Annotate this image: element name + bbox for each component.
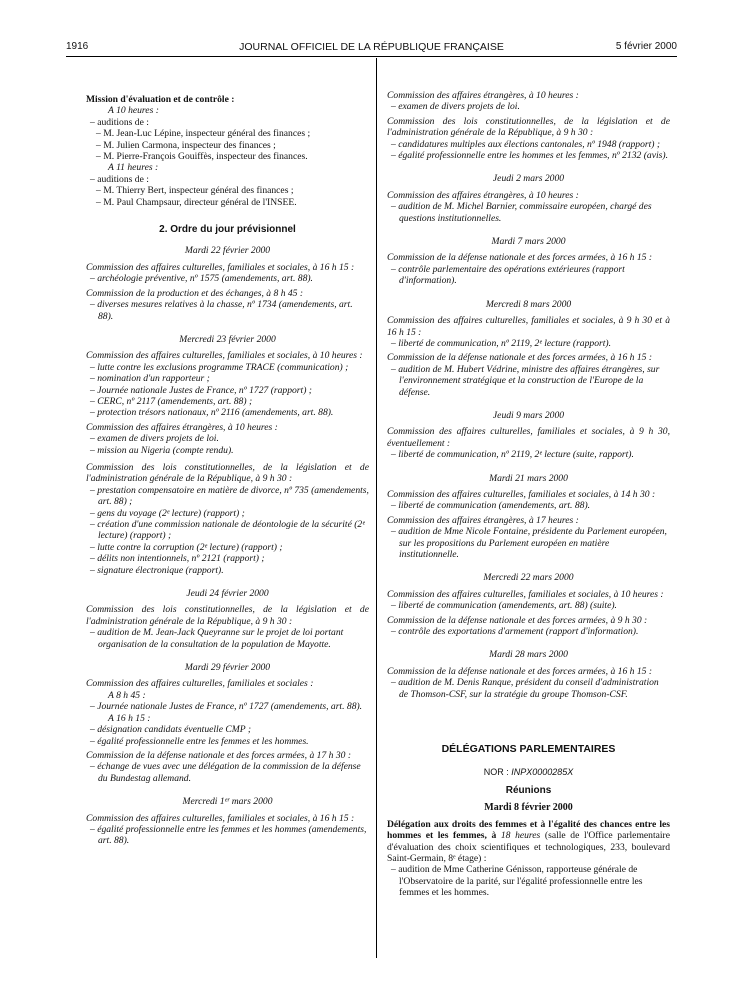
commission-line: Commission de la défense nationale et des forces armées, à 16 h 15 : xyxy=(387,665,653,677)
list-item: – Journée nationale Justes de France, nº 1727 (amendements, art. 88). xyxy=(90,701,363,713)
day-heading: Jeudi 2 mars 2000 xyxy=(492,173,565,185)
list-item: – création d'une commission nationale de déontologie de la sécurité (2ᵉ lecture) (rapport) ; xyxy=(90,519,365,542)
day-heading: Jeudi 24 février 2000 xyxy=(186,588,269,600)
commission-line: Commission des affaires culturelles, familiales et sociales, à 9 h 30, éventuellement : xyxy=(387,426,670,449)
commission-line: Commission de la production et des échanges, à 8 h 45 : xyxy=(86,287,304,299)
list-item: – audition de M. Michel Barnier, commissaire européen, chargé des questions institutionnelles. xyxy=(391,201,652,224)
commission-line: Commission des affaires étrangères, à 17 heures : xyxy=(387,514,579,526)
list-item: – mission au Nigeria (compte rendu). xyxy=(90,444,234,456)
page-number: 1916 xyxy=(66,41,89,52)
list-item: – auditions de : xyxy=(90,116,149,128)
day-heading: Jeudi 9 mars 2000 xyxy=(492,409,565,421)
list-item: – gens du voyage (2ᵉ lecture) (rapport) ; xyxy=(90,507,245,519)
list-item: – lutte contre la corruption (2ᵉ lecture) (rapport) ; xyxy=(90,541,283,553)
list-item: – audition de Mme Catherine Génisson, rapporteuse générale de l'Observatoire de la parité, sur l'égalité professionnelle entre les femmes et les hommes. xyxy=(391,864,643,899)
list-item: – contrôle parlementaire des opérations extérieures (rapport d'information). xyxy=(391,263,625,287)
list-item: – audition de Mme Nicole Fontaine, présidente du Parlement européen, sur les propositions du Parlement européen en matière institutionnelle. xyxy=(391,526,667,560)
commission-line: Commission de la défense nationale et des forces armées, à 17 h 30 : xyxy=(86,749,352,761)
list-item: – examen de divers projets de loi. xyxy=(391,101,520,113)
list-item: – Journée nationale Justes de France, nº 1727 (rapport) ; xyxy=(90,384,312,396)
left-column xyxy=(86,94,369,847)
commission-line: Commission de la défense nationale et des forces armées, à 16 h 15 : xyxy=(387,352,653,364)
page-header xyxy=(66,41,677,55)
list-item: – M. Paul Champsaur, directeur général de l'INSEE. xyxy=(96,196,297,208)
list-item: – liberté de communication, nº 2119, 2ᵉ lecture (suite, rapport). xyxy=(391,449,634,461)
commission-line: Commission des lois constitutionnelles, de la législation et de l'administration générale de la République, à 9 h 30 : xyxy=(86,604,369,627)
right-column xyxy=(387,90,670,899)
list-item: – M. Thierry Bert, inspecteur général des finances ; xyxy=(96,185,294,197)
list-item: – égalité professionnelle entre les femmes et les hommes. xyxy=(90,735,309,747)
column-divider xyxy=(376,58,377,958)
delegation-paragraph: Délégation aux droits des femmes et à l'égalité des chances entre les hommes et les femmes, à 18 heures (salle de l'Office parlementaire d'évaluation des choix scientifiques et technologiques, 233, boulevard Saint-Germain, 8ᵉ étage) : xyxy=(387,818,670,864)
day-heading: Mardi 21 mars 2000 xyxy=(489,472,568,484)
time-line: A 16 h 15 : xyxy=(108,712,151,724)
day-heading: Mercredi 23 février 2000 xyxy=(179,333,276,345)
section-heading: 2. Ordre du jour prévisionnel xyxy=(159,224,296,236)
commission-line: Commission des affaires étrangères, à 10 heures : xyxy=(387,90,579,101)
list-item: – M. Jean-Luc Lépine, inspecteur général des finances ; xyxy=(96,128,311,140)
commission-line: Commission des affaires culturelles, familiales et sociales, à 10 heures : xyxy=(387,588,664,600)
commission-line: Commission des lois constitutionnelles, de la législation et de l'administration générale de la République, à 9 h 30 : xyxy=(86,461,369,485)
list-item: – délits non intentionnels, nº 2121 (rapport) ; xyxy=(90,553,265,565)
commission-line: Commission des affaires étrangères, à 10 heures : xyxy=(387,189,579,201)
commission-line: Commission des affaires culturelles, familiales et sociales, à 9 h 30 et à 16 h 15 : xyxy=(387,315,670,338)
list-item: – protection trésors nationaux, nº 2116 (amendements, art. 88). xyxy=(90,407,334,419)
list-item: – auditions de : xyxy=(90,173,149,185)
day-heading: Mardi 8 février 2000 xyxy=(484,802,573,814)
commission-line: Commission des affaires culturelles, familiales et sociales, à 16 h 15 : xyxy=(86,812,355,824)
reunions-heading: Réunions xyxy=(505,784,552,796)
commission-line: Commission des affaires culturelles, familiales et sociales, à 10 heures : xyxy=(86,350,363,362)
issue-date: 5 février 2000 xyxy=(615,41,677,52)
list-item: – nomination d'un rapporteur ; xyxy=(90,373,210,385)
list-item: – prestation compensatoire en matière de divorce, nº 735 (amendements, art. 88) ; xyxy=(90,484,369,508)
list-item: – M. Julien Carmona, inspecteur des finances ; xyxy=(96,139,276,151)
mission-title: Mission d'évaluation et de contrôle : xyxy=(86,94,235,105)
list-item: – égalité professionnelle entre les femmes et les hommes (amendements, art. 88). xyxy=(90,823,367,847)
nor-reference: NOR : INPX0000285X xyxy=(483,767,574,778)
list-item: – audition de M. Denis Ranque, président du conseil d'administration de Thomson-CSF, sur la stratégie du groupe Thomson-CSF. xyxy=(391,677,659,700)
list-item: – audition de M. Hubert Védrine, ministre des affaires étrangères, sur l'environnement stratégique et la construction de l'Europe de la défense. xyxy=(391,363,660,398)
day-heading: Mardi 28 mars 2000 xyxy=(489,649,568,661)
delegations-heading: DÉLÉGATIONS PARLEMENTAIRES xyxy=(441,743,616,756)
header-rule xyxy=(66,56,677,57)
list-item: – lutte contre les exclusions programme TRACE (communication) ; xyxy=(90,361,349,373)
commission-line: Commission des lois constitutionnelles, de la législation et de l'administration générale de la République, à 9 h 30 : xyxy=(387,115,670,139)
list-item: – CERC, nº 2117 (amendements, art. 88) ; xyxy=(90,395,253,407)
time-line: A 10 heures : xyxy=(108,105,159,117)
day-heading: Mardi 29 février 2000 xyxy=(184,662,271,674)
list-item: – candidatures multiples aux élections cantonales, nº 1948 (rapport) ; xyxy=(391,138,661,150)
time-line: A 8 h 45 : xyxy=(108,689,146,701)
list-item: – désignation candidats éventuelle CMP ; xyxy=(90,724,252,736)
list-item: – diverses mesures relatives à la chasse, nº 1734 (amendements, art. 88). xyxy=(90,299,353,322)
commission-line: Commission des affaires étrangères, à 10 heures : xyxy=(86,421,278,433)
list-item: – signature électronique (rapport). xyxy=(90,564,224,576)
list-item: – liberté de communication, nº 2119, 2ᵉ lecture (rapport). xyxy=(391,337,611,349)
commission-line: Commission de la défense nationale et des forces armées, à 16 h 15 : xyxy=(387,252,653,264)
list-item: – M. Pierre-François Gouiffès, inspecteur des finances. xyxy=(96,151,308,163)
commission-line: Commission des affaires culturelles, familiales et sociales, à 16 h 15 : xyxy=(86,261,355,273)
list-item: – examen de divers projets de loi. xyxy=(90,433,219,445)
day-heading: Mercredi 8 mars 2000 xyxy=(485,298,572,310)
list-item: – égalité professionnelle entre les hommes et les femmes, nº 2132 (avis). xyxy=(391,150,668,162)
day-heading: Mercredi 22 mars 2000 xyxy=(483,572,574,584)
commission-line: Commission de la défense nationale et des forces armées, à 9 h 30 : xyxy=(387,614,648,626)
commission-line: Commission des affaires culturelles, familiales et sociales, à 14 h 30 : xyxy=(387,488,656,500)
list-item: – échange de vues avec une délégation de la commission de la défense du Bundestag allemand. xyxy=(90,761,361,784)
list-item: – liberté de communication (amendements, art. 88) (suite). xyxy=(391,600,617,612)
journal-title: JOURNAL OFFICIEL DE LA RÉPUBLIQUE FRANÇAISE xyxy=(239,41,504,53)
time-line: A 11 heures : xyxy=(108,162,159,174)
list-item: – audition de M. Jean-Jack Queyranne sur le projet de loi portant organisation de la consultation de la population de Mayotte. xyxy=(90,627,344,650)
day-heading: Mercredi 1ᵉʳ mars 2000 xyxy=(182,796,273,808)
commission-line: Commission des affaires culturelles, familiales et sociales : xyxy=(86,678,314,690)
list-item: – archéologie préventive, nº 1575 (amendements, art. 88). xyxy=(90,273,313,285)
day-heading: Mardi 22 février 2000 xyxy=(184,245,271,257)
day-heading: Mardi 7 mars 2000 xyxy=(491,236,566,248)
list-item: – liberté de communication (amendements, art. 88). xyxy=(391,500,591,512)
list-item: – contrôle des exportations d'armement (rapport d'information). xyxy=(391,626,639,638)
